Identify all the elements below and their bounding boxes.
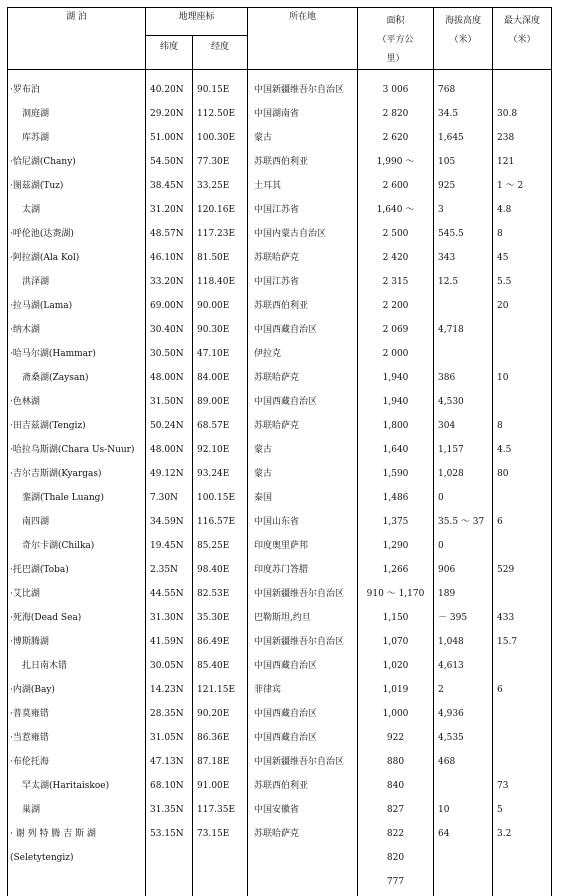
cell-lake-name: 奇尔卡湖(Chilka) [8, 536, 145, 560]
cell-lake-name: ·布伦托海 [8, 752, 145, 776]
cell-longitude: 85.40E [193, 656, 247, 680]
cell-max-depth [493, 392, 551, 416]
cell-lake-name [8, 872, 145, 896]
header-location: 所在地 [248, 8, 358, 70]
cell-altitude: 189 [434, 584, 492, 608]
cell-max-depth [493, 536, 551, 560]
cell-location: 中国西藏自治区 [248, 320, 357, 344]
cell-latitude: 30.50N [146, 344, 192, 368]
cell-longitude: 90.15E [193, 80, 247, 104]
cell-longitude: 86.49E [193, 632, 247, 656]
cell-longitude: 47.10E [193, 344, 247, 368]
cell-area: 2 200 [358, 296, 433, 320]
cell-longitude: 93.24E [193, 464, 247, 488]
column-max-depth [493, 70, 552, 896]
cell-area: 1,640 [358, 440, 433, 464]
cell-max-depth [493, 320, 551, 344]
cell-area: 2 000 [358, 344, 433, 368]
cell-location: 苏联哈萨克 [248, 416, 357, 440]
cell-max-depth [493, 752, 551, 776]
cell-location: 土耳其 [248, 176, 357, 200]
cell-lake-name: ·死海(Dead Sea) [8, 608, 145, 632]
cell-location [248, 848, 357, 872]
cell-location: 伊拉克 [248, 344, 357, 368]
header-max-depth [493, 8, 552, 70]
cell-lake-name: 銮湖(Thale Luang) [8, 488, 145, 512]
cell-altitude [434, 776, 492, 800]
cell-area: 2 620 [358, 128, 433, 152]
cell-altitude: 386 [434, 368, 492, 392]
cell-longitude: 82.53E [193, 584, 247, 608]
cell-lake-name: 罕太湖(Haritaiskoe) [8, 776, 145, 800]
cell-location: 中国新疆维吾尔自治区 [248, 752, 357, 776]
cell-location: 中国新疆维吾尔自治区 [248, 632, 357, 656]
cell-lake-name: ·博斯腾湖 [8, 632, 145, 656]
cell-location: 中国新疆维吾尔自治区 [248, 80, 357, 104]
cell-lake-name: 库苏湖 [8, 128, 145, 152]
cell-longitude: 87.18E [193, 752, 247, 776]
cell-altitude: 468 [434, 752, 492, 776]
cell-area: 3 006 [358, 80, 433, 104]
header-area-line-3: 里） [358, 50, 433, 69]
cell-altitude: 4,535 [434, 728, 492, 752]
cell-max-depth: 6 [493, 680, 551, 704]
cell-latitude [146, 872, 192, 896]
cell-longitude: 35.30E [193, 608, 247, 632]
cell-longitude: 33.25E [193, 176, 247, 200]
cell-altitude: 2 [434, 680, 492, 704]
cell-altitude: 925 [434, 176, 492, 200]
cell-area: 820 [358, 848, 433, 872]
column-latitude [146, 70, 193, 896]
cell-longitude: 116.57E [193, 512, 247, 536]
cell-lake-name: ·罗布泊 [8, 80, 145, 104]
cell-max-depth: 121 [493, 152, 551, 176]
cell-max-depth: 15.7 [493, 632, 551, 656]
cell-max-depth: 4.5 [493, 440, 551, 464]
cell-location: 苏联西伯利亚 [248, 296, 357, 320]
cell-latitude: 14.23N [146, 680, 192, 704]
cell-lake-name: ·普莫雍错 [8, 704, 145, 728]
cell-altitude: 4,718 [434, 320, 492, 344]
cell-max-depth: 529 [493, 560, 551, 584]
cell-latitude: 30.40N [146, 320, 192, 344]
cell-lake-name: ·阿拉湖(Ala Kol) [8, 248, 145, 272]
cell-lake-name: ·托巴湖(Toba) [8, 560, 145, 584]
cell-area: 1,290 [358, 536, 433, 560]
cell-altitude: 1,157 [434, 440, 492, 464]
cell-max-depth [493, 80, 551, 104]
cell-longitude: 68.57E [193, 416, 247, 440]
cell-area: 1,000 [358, 704, 433, 728]
cell-longitude: 118.40E [193, 272, 247, 296]
cell-location: 中国西藏自治区 [248, 728, 357, 752]
cell-latitude: 2.35N [146, 560, 192, 584]
cell-max-depth: 433 [493, 608, 551, 632]
cell-longitude [193, 872, 247, 896]
cell-altitude: － 395 [434, 608, 492, 632]
cell-area: 1,020 [358, 656, 433, 680]
cell-location [248, 872, 357, 896]
cell-latitude: 40.20N [146, 80, 192, 104]
cell-location: 蒙古 [248, 464, 357, 488]
cell-altitude [434, 344, 492, 368]
cell-altitude: 545.5 [434, 224, 492, 248]
cell-area: 2 420 [358, 248, 433, 272]
cell-latitude: 38.45N [146, 176, 192, 200]
cell-max-depth: 5.5 [493, 272, 551, 296]
cell-location: 中国山东省 [248, 512, 357, 536]
cell-longitude: 90.00E [193, 296, 247, 320]
cell-lake-name: ·内湖(Bay) [8, 680, 145, 704]
cell-lake-name: ·图兹湖(Tuz) [8, 176, 145, 200]
cell-longitude: 120.16E [193, 200, 247, 224]
header-area [358, 8, 434, 70]
cell-lake-name: ·艾比湖 [8, 584, 145, 608]
cell-latitude: 33.20N [146, 272, 192, 296]
cell-altitude: 0 [434, 536, 492, 560]
column-lake-name [8, 70, 146, 896]
cell-max-depth: 8 [493, 224, 551, 248]
cell-area: 880 [358, 752, 433, 776]
cell-location: 中国西藏自治区 [248, 392, 357, 416]
cell-latitude: 31.50N [146, 392, 192, 416]
cell-location: 中国新疆维吾尔自治区 [248, 584, 357, 608]
cell-altitude [434, 872, 492, 896]
header-coordinates: 地理座标 [146, 8, 248, 36]
cell-longitude [193, 848, 247, 872]
cell-latitude: 50.24N [146, 416, 192, 440]
cell-max-depth: 238 [493, 128, 551, 152]
cell-max-depth: 6 [493, 512, 551, 536]
cell-lake-name: 洞庭湖 [8, 104, 145, 128]
header-area-line-1: 面积 [358, 12, 433, 31]
cell-lake-name: ·哈马尔湖(Hammar) [8, 344, 145, 368]
cell-lake-name: 巢湖 [8, 800, 145, 824]
cell-max-depth: 45 [493, 248, 551, 272]
cell-latitude [146, 848, 192, 872]
cell-altitude: 343 [434, 248, 492, 272]
header-longitude: 经度 [193, 35, 248, 69]
cell-area: 1,150 [358, 608, 433, 632]
cell-lake-name: ·纳木湖 [8, 320, 145, 344]
cell-max-depth: 5 [493, 800, 551, 824]
cell-lake-name: ·哈拉乌斯湖(Chara Us-Nuur) [8, 440, 145, 464]
header-altitude [434, 8, 493, 70]
cell-lake-name: 洪泽湖 [8, 272, 145, 296]
column-area [358, 70, 434, 896]
cell-latitude: 46.10N [146, 248, 192, 272]
cell-latitude: 54.50N [146, 152, 192, 176]
cell-lake-name: 扎日南木错 [8, 656, 145, 680]
cell-area: 840 [358, 776, 433, 800]
cell-altitude: 10 [434, 800, 492, 824]
cell-latitude: 7.30N [146, 488, 192, 512]
cell-lake-name: ·当惹雍错 [8, 728, 145, 752]
cell-longitude: 91.00E [193, 776, 247, 800]
cell-longitude: 85.25E [193, 536, 247, 560]
cell-area: 1,990 ～ [358, 152, 433, 176]
cell-location: 蒙古 [248, 128, 357, 152]
cell-max-depth [493, 584, 551, 608]
cell-lake-name: (Seletytengiz) [8, 848, 145, 872]
cell-lake-name: ·色林湖 [8, 392, 145, 416]
cell-max-depth: 20 [493, 296, 551, 320]
cell-location: 中国江苏省 [248, 200, 357, 224]
cell-area: 777 [358, 872, 433, 896]
cell-location: 印度苏门答腊 [248, 560, 357, 584]
cell-longitude: 98.40E [193, 560, 247, 584]
cell-location: 菲律宾 [248, 680, 357, 704]
cell-latitude: 49.12N [146, 464, 192, 488]
cell-longitude: 81.50E [193, 248, 247, 272]
cell-longitude: 117.23E [193, 224, 247, 248]
cell-latitude: 41.59N [146, 632, 192, 656]
cell-lake-name: ·吉尔吉斯湖(Kyargas) [8, 464, 145, 488]
cell-altitude: 1,048 [434, 632, 492, 656]
cell-altitude: 35.5 ～ 37 [434, 512, 492, 536]
cell-max-depth [493, 728, 551, 752]
header-lake: 湖 泊 [8, 8, 146, 70]
cell-max-depth: 73 [493, 776, 551, 800]
cell-max-depth [493, 704, 551, 728]
cell-latitude: 48.00N [146, 440, 192, 464]
cell-altitude: 1,645 [434, 128, 492, 152]
cell-altitude: 12.5 [434, 272, 492, 296]
cell-altitude: 34.5 [434, 104, 492, 128]
cell-latitude: 53.15N [146, 824, 192, 848]
cell-altitude: 4,530 [434, 392, 492, 416]
cell-altitude: 1,028 [434, 464, 492, 488]
header-area-line-2: （平方公 [358, 31, 433, 50]
cell-area: 1,940 [358, 392, 433, 416]
cell-max-depth: 4.8 [493, 200, 551, 224]
cell-latitude: 69.00N [146, 296, 192, 320]
cell-max-depth [493, 872, 551, 896]
cell-max-depth [493, 656, 551, 680]
column-location [248, 70, 358, 896]
cell-longitude: 84.00E [193, 368, 247, 392]
cell-max-depth: 10 [493, 368, 551, 392]
cell-location: 巴勒斯坦,约旦 [248, 608, 357, 632]
cell-latitude: 68.10N [146, 776, 192, 800]
cell-location: 中国江苏省 [248, 272, 357, 296]
cell-location: 苏联西伯利亚 [248, 152, 357, 176]
cell-latitude: 31.05N [146, 728, 192, 752]
cell-location: 苏联西伯利亚 [248, 776, 357, 800]
cell-longitude: 90.20E [193, 704, 247, 728]
cell-latitude: 31.35N [146, 800, 192, 824]
cell-longitude: 90.30E [193, 320, 247, 344]
cell-area: 1,375 [358, 512, 433, 536]
cell-latitude: 30.05N [146, 656, 192, 680]
cell-latitude: 19.45N [146, 536, 192, 560]
cell-max-depth: 8 [493, 416, 551, 440]
cell-longitude: 77.30E [193, 152, 247, 176]
cell-area: 1,940 [358, 368, 433, 392]
cell-longitude: 121.15E [193, 680, 247, 704]
lake-data-table [7, 7, 551, 791]
cell-max-depth [493, 488, 551, 512]
cell-longitude: 92.10E [193, 440, 247, 464]
header-latitude: 纬度 [146, 35, 193, 69]
cell-latitude: 31.20N [146, 200, 192, 224]
column-altitude [434, 70, 493, 896]
cell-altitude: 906 [434, 560, 492, 584]
cell-altitude: 4,613 [434, 656, 492, 680]
cell-altitude: 768 [434, 80, 492, 104]
cell-longitude: 73.15E [193, 824, 247, 848]
cell-latitude: 48.57N [146, 224, 192, 248]
cell-area: 2 500 [358, 224, 433, 248]
header-depth-line-1: 最大深度 [493, 12, 551, 31]
cell-longitude: 86.36E [193, 728, 247, 752]
cell-area: 2 600 [358, 176, 433, 200]
cell-location: 苏联哈萨克 [248, 368, 357, 392]
cell-max-depth: 30.8 [493, 104, 551, 128]
cell-area: 1,266 [358, 560, 433, 584]
cell-area: 1,070 [358, 632, 433, 656]
cell-lake-name: ·拉马湖(Lama) [8, 296, 145, 320]
cell-location: 泰国 [248, 488, 357, 512]
cell-area: 2 820 [358, 104, 433, 128]
cell-longitude: 112.50E [193, 104, 247, 128]
cell-location: 中国湖南省 [248, 104, 357, 128]
cell-area: 822 [358, 824, 433, 848]
cell-latitude: 47.13N [146, 752, 192, 776]
cell-longitude: 89.00E [193, 392, 247, 416]
cell-max-depth: 80 [493, 464, 551, 488]
cell-latitude: 31.30N [146, 608, 192, 632]
header-altitude-line-2: （米） [434, 31, 492, 50]
cell-lake-name: ·呼伦池(达赉湖) [8, 224, 145, 248]
cell-location: 中国西藏自治区 [248, 704, 357, 728]
cell-latitude: 44.55N [146, 584, 192, 608]
cell-area: 922 [358, 728, 433, 752]
cell-altitude: 4,936 [434, 704, 492, 728]
cell-area: 1,019 [358, 680, 433, 704]
cell-location: 苏联哈萨克 [248, 248, 357, 272]
cell-latitude: 29.20N [146, 104, 192, 128]
cell-max-depth [493, 344, 551, 368]
cell-max-depth [493, 848, 551, 872]
cell-area: 827 [358, 800, 433, 824]
cell-altitude: 304 [434, 416, 492, 440]
cell-area: 1,486 [358, 488, 433, 512]
cell-location: 中国安徽省 [248, 800, 357, 824]
header-altitude-line-1: 海拔高度 [434, 12, 492, 31]
cell-altitude [434, 848, 492, 872]
cell-latitude: 48.00N [146, 368, 192, 392]
cell-location: 蒙古 [248, 440, 357, 464]
header-depth-line-2: （米） [493, 31, 551, 50]
cell-altitude [434, 296, 492, 320]
cell-area: 2 069 [358, 320, 433, 344]
cell-location: 中国内蒙古自治区 [248, 224, 357, 248]
cell-area: 1,590 [358, 464, 433, 488]
cell-lake-name: 斋桑湖(Zaysan) [8, 368, 145, 392]
cell-lake-name: 南四湖 [8, 512, 145, 536]
cell-area: 1,640 ～ [358, 200, 433, 224]
cell-lake-name: · 谢 列 特 腾 吉 斯 湖 [8, 824, 145, 848]
cell-longitude: 100.30E [193, 128, 247, 152]
cell-altitude: 0 [434, 488, 492, 512]
cell-lake-name: 太湖 [8, 200, 145, 224]
cell-latitude: 28.35N [146, 704, 192, 728]
cell-lake-name: ·恰尼湖(Chany) [8, 152, 145, 176]
cell-max-depth: 3.2 [493, 824, 551, 848]
cell-altitude: 3 [434, 200, 492, 224]
cell-max-depth: 1 ～ 2 [493, 176, 551, 200]
cell-area: 910 ～ 1,170 [358, 584, 433, 608]
cell-altitude: 64 [434, 824, 492, 848]
cell-altitude: 105 [434, 152, 492, 176]
column-longitude [193, 70, 248, 896]
cell-latitude: 34.59N [146, 512, 192, 536]
cell-location: 苏联哈萨克 [248, 824, 357, 848]
cell-lake-name: ·田吉兹湖(Tengiz) [8, 416, 145, 440]
cell-longitude: 100.15E [193, 488, 247, 512]
cell-area: 2 315 [358, 272, 433, 296]
cell-area: 1,800 [358, 416, 433, 440]
cell-latitude: 51.00N [146, 128, 192, 152]
cell-location: 印度奥里萨邦 [248, 536, 357, 560]
cell-longitude: 117.35E [193, 800, 247, 824]
cell-location: 中国西藏自治区 [248, 656, 357, 680]
